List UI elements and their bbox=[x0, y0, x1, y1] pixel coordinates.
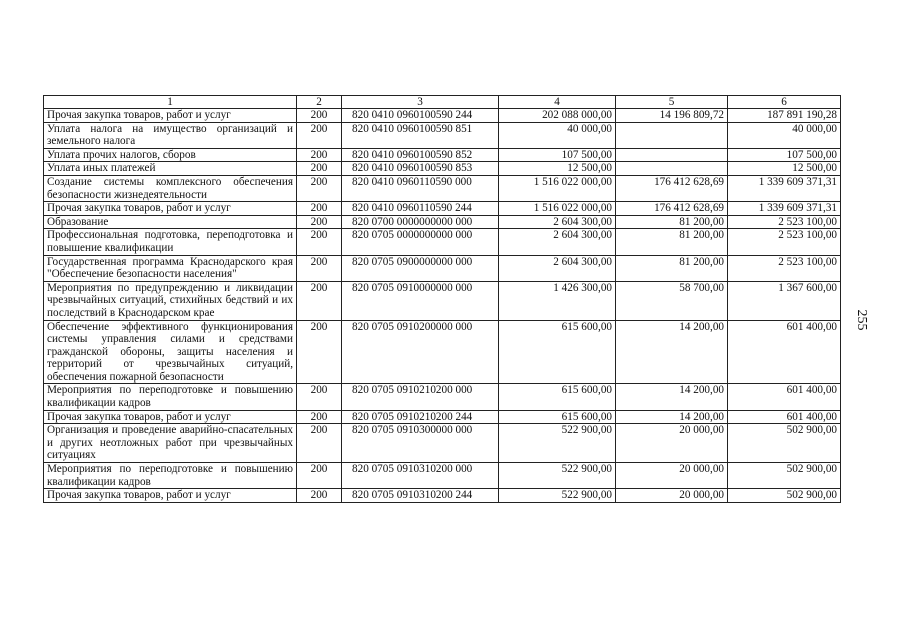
executed-amount-cell: 81 200,00 bbox=[616, 229, 728, 255]
row-name-cell: Уплата налога на имущество организаций и земельного налога bbox=[44, 122, 297, 148]
ved-code-cell: 200 bbox=[297, 109, 342, 123]
executed-amount-cell: 20 000,00 bbox=[616, 489, 728, 503]
row-name-cell: Мероприятия по переподготовке и повышению квалификации кадров bbox=[44, 463, 297, 489]
ved-code-cell: 200 bbox=[297, 215, 342, 229]
ved-code-cell: 200 bbox=[297, 202, 342, 216]
executed-amount-cell bbox=[616, 148, 728, 162]
row-name-cell: Профессиональная подготовка, переподготовка и повышение квалификации bbox=[44, 229, 297, 255]
approved-amount-cell: 1 516 022 000,00 bbox=[499, 202, 616, 216]
ved-code-cell: 200 bbox=[297, 463, 342, 489]
approved-amount-cell: 12 500,00 bbox=[499, 162, 616, 176]
ved-code-cell: 200 bbox=[297, 410, 342, 424]
table-row bbox=[44, 229, 841, 255]
executed-amount-cell: 81 200,00 bbox=[616, 215, 728, 229]
approved-amount-cell: 522 900,00 bbox=[499, 489, 616, 503]
ved-code-cell: 200 bbox=[297, 175, 342, 201]
classification-code-cell: 820 0705 0910310200 244 bbox=[342, 489, 499, 503]
approved-amount-cell: 40 000,00 bbox=[499, 122, 616, 148]
table-row bbox=[44, 148, 841, 162]
remaining-amount-cell: 601 400,00 bbox=[728, 384, 841, 410]
budget-execution-table bbox=[43, 95, 841, 503]
table-row bbox=[44, 255, 841, 281]
remaining-amount-cell: 2 523 100,00 bbox=[728, 229, 841, 255]
approved-amount-cell: 2 604 300,00 bbox=[499, 215, 616, 229]
page-number: 255 bbox=[854, 309, 869, 331]
table-row bbox=[44, 162, 841, 176]
approved-amount-cell: 2 604 300,00 bbox=[499, 255, 616, 281]
ved-code-cell: 200 bbox=[297, 148, 342, 162]
approved-amount-cell: 615 600,00 bbox=[499, 320, 616, 384]
remaining-amount-cell: 107 500,00 bbox=[728, 148, 841, 162]
executed-amount-cell: 14 200,00 bbox=[616, 410, 728, 424]
column-number-header: 3 bbox=[342, 96, 499, 109]
remaining-amount-cell: 40 000,00 bbox=[728, 122, 841, 148]
ved-code-cell: 200 bbox=[297, 255, 342, 281]
executed-amount-cell: 20 000,00 bbox=[616, 424, 728, 463]
classification-code-cell: 820 0705 0910200000 000 bbox=[342, 320, 499, 384]
classification-code-cell: 820 0705 0910000000 000 bbox=[342, 281, 499, 320]
column-number-header: 6 bbox=[728, 96, 841, 109]
row-name-cell: Прочая закупка товаров, работ и услуг bbox=[44, 489, 297, 503]
ved-code-cell: 200 bbox=[297, 229, 342, 255]
column-number-header: 4 bbox=[499, 96, 616, 109]
row-name-cell: Государственная программа Краснодарского края "Обеспечение безопасности населения" bbox=[44, 255, 297, 281]
row-name-cell: Мероприятия по переподготовке и повышению квалификации кадров bbox=[44, 384, 297, 410]
table-row bbox=[44, 202, 841, 216]
classification-code-cell: 820 0410 0960110590 000 bbox=[342, 175, 499, 201]
approved-amount-cell: 1 426 300,00 bbox=[499, 281, 616, 320]
approved-amount-cell: 2 604 300,00 bbox=[499, 229, 616, 255]
row-name-cell: Образование bbox=[44, 215, 297, 229]
approved-amount-cell: 615 600,00 bbox=[499, 384, 616, 410]
remaining-amount-cell: 2 523 100,00 bbox=[728, 215, 841, 229]
classification-code-cell: 820 0705 0910210200 244 bbox=[342, 410, 499, 424]
approved-amount-cell: 522 900,00 bbox=[499, 424, 616, 463]
executed-amount-cell: 58 700,00 bbox=[616, 281, 728, 320]
classification-code-cell: 820 0410 0960110590 244 bbox=[342, 202, 499, 216]
row-name-cell: Прочая закупка товаров, работ и услуг bbox=[44, 202, 297, 216]
executed-amount-cell: 14 196 809,72 bbox=[616, 109, 728, 123]
executed-amount-cell bbox=[616, 122, 728, 148]
executed-amount-cell: 81 200,00 bbox=[616, 255, 728, 281]
row-name-cell: Прочая закупка товаров, работ и услуг bbox=[44, 109, 297, 123]
row-name-cell: Организация и проведение аварийно-спасательных и других неотложных работ при чрезвычайных ситуациях bbox=[44, 424, 297, 463]
remaining-amount-cell: 502 900,00 bbox=[728, 489, 841, 503]
approved-amount-cell: 202 088 000,00 bbox=[499, 109, 616, 123]
approved-amount-cell: 615 600,00 bbox=[499, 410, 616, 424]
remaining-amount-cell: 601 400,00 bbox=[728, 410, 841, 424]
approved-amount-cell: 522 900,00 bbox=[499, 463, 616, 489]
executed-amount-cell: 176 412 628,69 bbox=[616, 175, 728, 201]
executed-amount-cell: 14 200,00 bbox=[616, 320, 728, 384]
executed-amount-cell: 176 412 628,69 bbox=[616, 202, 728, 216]
row-name-cell: Мероприятия по предупреждению и ликвидации чрезвычайных ситуаций, стихийных бедствий и их последствий в Краснодарском крае bbox=[44, 281, 297, 320]
executed-amount-cell: 20 000,00 bbox=[616, 463, 728, 489]
row-name-cell: Уплата иных платежей bbox=[44, 162, 297, 176]
ved-code-cell: 200 bbox=[297, 320, 342, 384]
column-number-row bbox=[44, 96, 841, 109]
remaining-amount-cell: 187 891 190,28 bbox=[728, 109, 841, 123]
table-row bbox=[44, 489, 841, 503]
table-row bbox=[44, 215, 841, 229]
table-row bbox=[44, 320, 841, 384]
table-row bbox=[44, 175, 841, 201]
table-row bbox=[44, 424, 841, 463]
row-name-cell: Прочая закупка товаров, работ и услуг bbox=[44, 410, 297, 424]
classification-code-cell: 820 0410 0960100590 852 bbox=[342, 148, 499, 162]
table-row bbox=[44, 384, 841, 410]
classification-code-cell: 820 0705 0900000000 000 bbox=[342, 255, 499, 281]
ved-code-cell: 200 bbox=[297, 162, 342, 176]
executed-amount-cell: 14 200,00 bbox=[616, 384, 728, 410]
remaining-amount-cell: 1 339 609 371,31 bbox=[728, 175, 841, 201]
remaining-amount-cell: 1 367 600,00 bbox=[728, 281, 841, 320]
classification-code-cell: 820 0410 0960100590 244 bbox=[342, 109, 499, 123]
ved-code-cell: 200 bbox=[297, 384, 342, 410]
table-row bbox=[44, 122, 841, 148]
classification-code-cell: 820 0705 0910310200 000 bbox=[342, 463, 499, 489]
row-name-cell: Уплата прочих налогов, сборов bbox=[44, 148, 297, 162]
column-number-header: 5 bbox=[616, 96, 728, 109]
approved-amount-cell: 107 500,00 bbox=[499, 148, 616, 162]
classification-code-cell: 820 0705 0910210200 000 bbox=[342, 384, 499, 410]
classification-code-cell: 820 0705 0000000000 000 bbox=[342, 229, 499, 255]
column-number-header: 2 bbox=[297, 96, 342, 109]
table-row bbox=[44, 109, 841, 123]
column-number-header: 1 bbox=[44, 96, 297, 109]
remaining-amount-cell: 2 523 100,00 bbox=[728, 255, 841, 281]
row-name-cell: Обеспечение эффективного функционирования системы управления силами и средствами гражданской обороны, защиты населения и территорий от чрезвычайных ситуаций, обеспечения пожарной безопасности bbox=[44, 320, 297, 384]
ved-code-cell: 200 bbox=[297, 281, 342, 320]
remaining-amount-cell: 601 400,00 bbox=[728, 320, 841, 384]
row-name-cell: Создание системы комплексного обеспечения безопасности жизнедеятельности bbox=[44, 175, 297, 201]
remaining-amount-cell: 12 500,00 bbox=[728, 162, 841, 176]
classification-code-cell: 820 0410 0960100590 853 bbox=[342, 162, 499, 176]
classification-code-cell: 820 0410 0960100590 851 bbox=[342, 122, 499, 148]
remaining-amount-cell: 1 339 609 371,31 bbox=[728, 202, 841, 216]
classification-code-cell: 820 0700 0000000000 000 bbox=[342, 215, 499, 229]
table-row bbox=[44, 281, 841, 320]
table-row bbox=[44, 463, 841, 489]
approved-amount-cell: 1 516 022 000,00 bbox=[499, 175, 616, 201]
remaining-amount-cell: 502 900,00 bbox=[728, 424, 841, 463]
ved-code-cell: 200 bbox=[297, 122, 342, 148]
ved-code-cell: 200 bbox=[297, 424, 342, 463]
executed-amount-cell bbox=[616, 162, 728, 176]
table-row bbox=[44, 410, 841, 424]
remaining-amount-cell: 502 900,00 bbox=[728, 463, 841, 489]
ved-code-cell: 200 bbox=[297, 489, 342, 503]
classification-code-cell: 820 0705 0910300000 000 bbox=[342, 424, 499, 463]
